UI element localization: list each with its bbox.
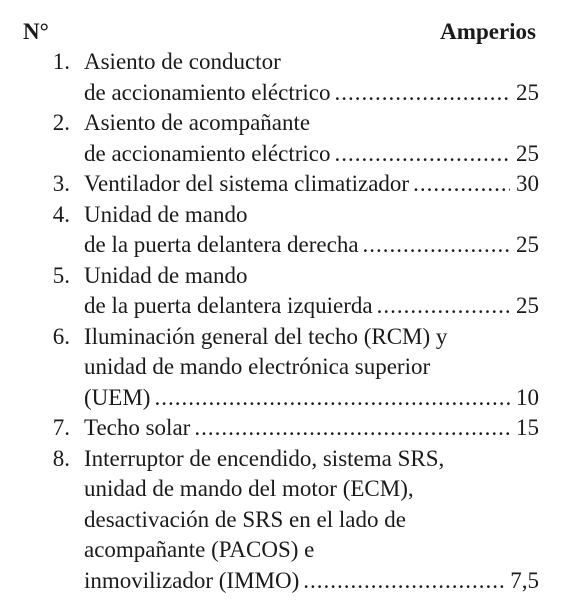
fuse-item-line [0,107,579,138]
fuse-description-text: de la puerta delantera izquierda [84,293,373,318]
fuse-item-line [0,168,579,199]
fuse-amperage: 25 [516,232,539,257]
fuse-number: 3. [52,171,70,196]
fuse-description-text: inmovilizador (IMMO) [84,567,300,593]
dot-leader [194,412,510,443]
fuse-description-line: Asiento de acompañante [84,110,311,135]
fuse-item-line [0,321,579,352]
dot-leader [377,290,510,321]
fuse-description-last-line [84,565,539,596]
fuse-description-line: Asiento de conductor [84,49,281,74]
fuse-description-text: Techo solar [84,415,191,440]
fuse-number: 1. [52,49,70,74]
fuse-item-line [0,351,579,382]
fuse-description-line: unidad de mando electrónica superior [84,354,431,379]
fuse-amperage: 30 [516,171,539,196]
fuse-description-last-line [84,77,539,108]
fuse-description-last-line [84,382,539,413]
dot-leader [334,77,510,108]
fuse-number: 7. [52,415,70,440]
fuse-item-line [0,229,579,260]
number-column-header: N° [23,19,49,44]
fuse-item-line [0,473,579,504]
fuse-item-line [0,138,579,169]
fuse-description-text: de accionamiento eléctrico [84,79,331,105]
fuse-description-text: de accionamiento eléctrico [84,140,331,166]
dot-leader [413,168,510,199]
amperes-column-header: Amperios [440,19,536,44]
fuse-description-last-line [84,168,539,199]
fuse-amperage: 25 [516,140,539,166]
fuse-description-last-line [84,229,539,260]
fuse-description-line: Interruptor de encendido, sistema SRS, [84,445,445,471]
fuse-number: 2. [52,110,70,135]
dot-leader [363,229,510,260]
fuse-description-last-line [84,138,539,169]
fuse-amperage: 25 [516,293,539,318]
dot-leader [334,138,510,169]
fuse-description-line: unidad de mando del motor (ECM), [84,476,414,501]
fuse-description-line: Unidad de mando [84,262,248,288]
fuse-amperage: 25 [516,79,539,105]
fuse-item-line [0,46,579,77]
fuse-item-line [0,290,579,321]
fuse-description-last-line [84,290,539,321]
fuse-item-line [0,443,579,474]
fuse-description-text: (UEM) [84,384,151,410]
fuse-description-text: Ventilador del sistema climatizador [84,171,410,196]
fuse-item-line [0,260,579,291]
fuse-item-line [0,77,579,108]
fuse-amperage: 15 [516,415,539,440]
fuse-number: 8. [52,445,70,471]
fuse-item-line [0,412,579,443]
fuse-item-line [0,382,579,413]
fuse-item-line [0,565,579,596]
fuse-number: 6. [52,323,70,349]
fuse-description-last-line [84,412,539,443]
fuse-amperage: 7,5 [510,567,539,593]
fuse-description-line: Iluminación general del techo (RCM) y [84,323,448,349]
dot-leader [154,382,510,413]
fuse-number: 5. [52,262,70,288]
fuse-amperage: 10 [516,384,539,410]
fuse-description-line: desactivación de SRS en el lado de [84,506,406,532]
fuse-description-line: acompañante (PACOS) e [84,537,315,562]
fuse-number: 4. [52,201,70,227]
fuse-description-line: Unidad de mando [84,201,248,227]
fuse-item-line [0,504,579,535]
dot-leader [303,565,504,596]
fuse-item-line [0,534,579,565]
fuse-description-text: de la puerta delantera derecha [84,232,359,257]
fuse-item-line [0,199,579,230]
